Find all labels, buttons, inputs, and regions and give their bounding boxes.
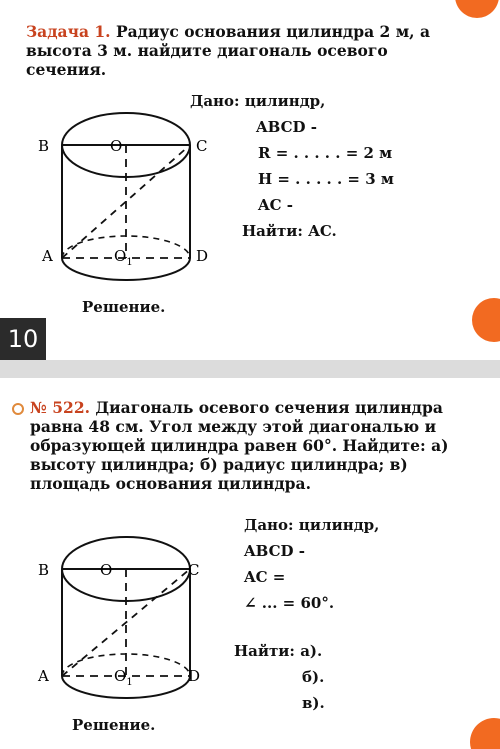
- vertex-a: A: [38, 667, 49, 685]
- problem-text: Диагональ осевого сечения цилиндра равна 48 см. Угол между этой диагональю и образующей цилиндра равен 60°. Найдите: а) высоту цилиндра; б) радиус цилиндра; в) площадь основания цилиндра.: [30, 398, 449, 493]
- solution-label: Решение.: [72, 716, 156, 734]
- given-line-3: AC =: [244, 568, 286, 586]
- given-line-2: ABCD -: [256, 118, 317, 136]
- given-line-1: Дано: цилиндр,: [244, 516, 380, 534]
- vertex-c: C: [196, 137, 208, 155]
- vertex-b: B: [38, 137, 50, 155]
- orange-dot-right: [472, 298, 500, 342]
- slide-2: [0, 378, 500, 749]
- solution-label: Решение.: [82, 298, 166, 316]
- find-block: [234, 638, 325, 716]
- vertex-c: C: [188, 561, 200, 579]
- given-line-5: AC -: [258, 196, 294, 214]
- vertex-b: B: [38, 561, 50, 579]
- center-o: O: [100, 561, 113, 579]
- slide-1: [0, 0, 500, 360]
- problem-text: Радиус основания цилиндра 2 м, а высота 3 м. найдите диагональ осевого сечения.: [26, 22, 431, 79]
- vertex-d: D: [188, 667, 201, 685]
- vertex-a: A: [42, 247, 53, 265]
- given-block: [190, 88, 394, 244]
- problem-statement: [30, 398, 470, 493]
- page-number-badge: 10: [0, 318, 46, 360]
- given-line-6: Найти: AC.: [242, 222, 337, 240]
- given-line-1: Дано: цилиндр,: [190, 92, 326, 110]
- center-o: O: [110, 137, 123, 155]
- given-block: [244, 512, 379, 616]
- given-line-2: ABCD -: [244, 542, 305, 560]
- orange-dot-top: [455, 0, 499, 18]
- problem-statement: [26, 22, 466, 79]
- vertex-d: D: [196, 247, 209, 265]
- center-o1: $O_1$: [114, 667, 133, 688]
- given-line-3: R = . . . . . = 2 м: [258, 144, 393, 162]
- given-line-4: ∠ ... = 60°.: [244, 594, 335, 612]
- bullet-icon: [12, 403, 24, 415]
- center-o1: $O_1$: [114, 247, 133, 268]
- problem-label: № 522.: [30, 398, 90, 417]
- find-line-2: б).: [302, 668, 325, 686]
- orange-dot-bottom: [470, 718, 500, 749]
- problem-label: Задача 1.: [26, 22, 111, 41]
- find-line-1: Найти: а).: [234, 642, 323, 660]
- given-line-4: H = . . . . . = 3 м: [258, 170, 394, 188]
- slide-separator: [0, 360, 500, 378]
- cylinder-figure: [28, 516, 268, 716]
- find-line-3: в).: [302, 694, 325, 712]
